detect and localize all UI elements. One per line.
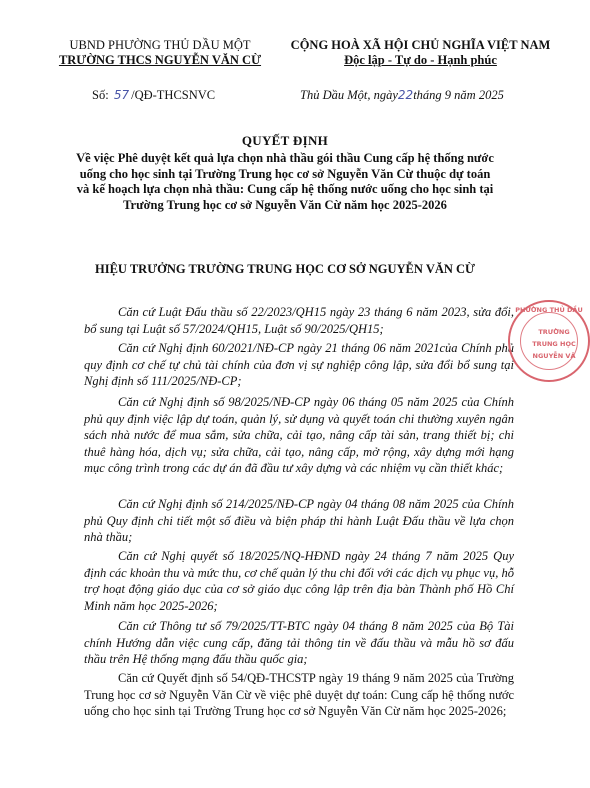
seal-text-line2: TRUNG HỌC	[532, 340, 576, 348]
document-title: QUYẾT ĐỊNH	[241, 133, 329, 148]
seal-text-line1: TRƯỜNG	[538, 328, 570, 336]
document-date-handwritten: 22	[397, 88, 414, 102]
seal-text-line3: NGUYỄN VĂ	[532, 352, 576, 360]
issuing-authority: HIỆU TRƯỞNG TRƯỜNG TRUNG HỌC CƠ SỞ NGUYỄN VĂN CỪ	[94, 262, 475, 276]
document-number-handwritten: 57	[113, 88, 130, 102]
legal-basis-item: Căn cứ Nghị quyết số 18/2025/NQ-HĐND ngày 24 tháng 7 năm 2025 Quy định các khoản thu và mức thu, cơ chế quản lý thu chi đối với các dịch vụ phục vụ, hỗ trợ hoạt động giáo dục của cơ sở giáo dục công lập trên địa bàn Thành phố Hồ Chí Minh năm học 2025-2026;	[84, 549, 514, 613]
legal-basis-item: Căn cứ Nghị định số 98/2025/NĐ-CP ngày 06 tháng 05 năm 2025 của Chính phủ quy định việc lập dự toán, quản lý, sử dụng và quyết toán chi thường xuyên ngân sách nhà nước để mua sắm, sửa chữa, cải tạo, nâng cấp tài sản, trang thiết bị; chi thuê hàng hóa, dịch vụ; sửa chữa, cải tạo, nâng cấp, mở rộng, xây dựng mới hạng mục công trình trong các dự án đã đầu tư xây dựng và các nhiệm vụ cần thiết khác;	[84, 395, 514, 475]
document-subject: Về việc Phê duyệt kết quả lựa chọn nhà thầu gói thầu Cung cấp hệ thống nước uống cho học sinh tại Trường Trung học cơ sở Nguyễn Văn Cừ thuộc dự toán và kế hoạch lựa chọn nhà thầu: Cung cấp hệ thống nước uống cho học sinh tại Trường Trung học cơ sở Nguyễn Văn Cừ năm học 2025-2026	[76, 151, 494, 212]
legal-basis-item: Căn cứ Nghị định số 214/2025/NĐ-CP ngày 04 tháng 08 năm 2025 của Chính phủ Quy định chi tiết một số điều và biện pháp thi hành Luật Đấu thầu về lựa chọn nhà thầu;	[84, 497, 514, 544]
nation-name: CỘNG HOÀ XÃ HỘI CHỦ NGHĨA VIỆT NAM	[290, 38, 551, 52]
document-number	[92, 88, 215, 103]
legal-basis-item: Căn cứ Nghị định 60/2021/NĐ-CP ngày 21 tháng 06 năm 2021của Chính phủ quy định cơ chế tự chủ tài chính của đơn vị sự nghiệp công lập, sửa đổi bổ sung tại Nghị định số 111/2025/NĐ-CP;	[84, 341, 514, 388]
document-number-suffix: /QĐ-THCSNVC	[131, 88, 216, 102]
document-date-prefix: Thủ Dầu Một, ngày	[300, 88, 398, 102]
document-date	[300, 88, 504, 103]
issuer-header	[40, 38, 280, 68]
national-header	[278, 38, 563, 68]
official-seal	[508, 300, 590, 382]
legal-basis-item: Căn cứ Quyết định số 54/QĐ-THCSTP ngày 19 tháng 9 năm 2025 của Trường Trung học cơ sở Nguyễn Văn Cừ về việc phê duyệt dự toán: Cung cấp hệ thống nước uống cho học sinh tại Trường Trung học cơ sở Nguyễn Văn Cừ năm học 2025-2026;	[84, 671, 514, 718]
document-number-prefix: Số:	[92, 88, 109, 102]
seal-text-top: PHƯỜNG THỦ DẦU	[515, 306, 583, 314]
legal-basis-item: Căn cứ Luật Đấu thầu số 22/2023/QH15 ngày 23 tháng 6 năm 2023, sửa đổi, bổ sung tại Luật số 57/2024/QH15, Luật số 90/2025/QH15;	[84, 305, 514, 336]
issuer-org: UBND PHƯỜNG THỦ DẦU MỘT	[69, 38, 251, 52]
issuer-school: TRƯỜNG THCS NGUYỄN VĂN CỪ	[58, 53, 262, 67]
legal-basis-item: Căn cứ Thông tư số 79/2025/TT-BTC ngày 04 tháng 8 năm 2025 của Bộ Tài chính Hướng dẫn việc cung cấp, đăng tải thông tin về đấu thầu và mẫu hồ sơ đấu thầu trên Hệ thống mạng đấu thầu quốc gia;	[84, 619, 514, 666]
national-motto: Độc lập - Tự do - Hạnh phúc	[344, 53, 497, 67]
document-date-suffix: tháng 9 năm 2025	[413, 88, 504, 102]
